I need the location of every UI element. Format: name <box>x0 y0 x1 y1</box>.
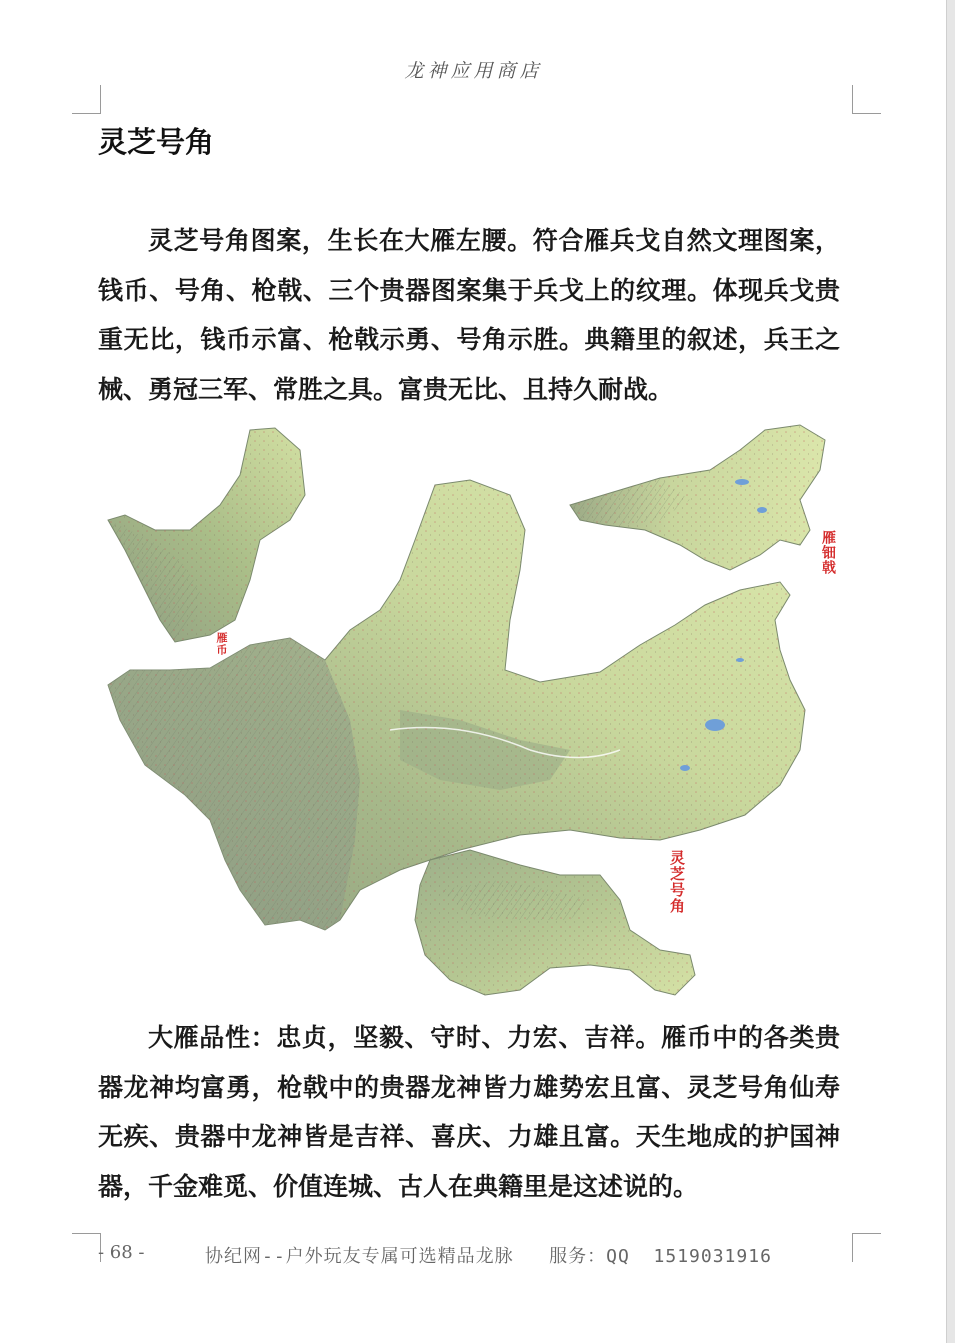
map-label-halberd: 雁钿戟 <box>820 530 836 575</box>
section-title: 灵芝号角 <box>98 125 215 159</box>
crop-mark-bottom-left <box>72 1233 101 1262</box>
region-horn <box>415 850 695 995</box>
paragraph-character: 大雁品性：忠贞，坚毅、守时、力宏、吉祥。雁币中的各类贵器龙神均富勇，枪戟中的贵器龙神皆力雄势宏且富、灵芝号角仙寿无疾、贵器中龙神皆是吉祥、喜庆、力雄且富。天生地成的护国神器，千金难觅、价值连城、古人在典籍里是这述说的。 <box>98 1023 840 1201</box>
page-number: - 68 - <box>98 1242 145 1263</box>
region-coin <box>108 428 305 642</box>
region-halberd <box>570 425 825 570</box>
paragraph-intro: 灵芝号角图案，生长在大雁左腰。符合雁兵戈自然文理图案，钱币、号角、枪戟、三个贵器图案集于兵戈上的纹理。体现兵戈贵重无比，钱币示富、枪戟示勇、号角示胜。典籍里的叙述，兵王之械、勇冠三军、常胜之具。富贵无比、且持久耐战。 <box>98 226 840 404</box>
terrain-map-svg <box>100 420 840 1005</box>
page-header-title: 龙神应用商店 <box>404 60 543 82</box>
crop-mark-top-left <box>72 85 101 114</box>
page-edge <box>946 0 955 1343</box>
map-label-horn: 灵芝号角 <box>668 850 686 914</box>
footer-text: 协纪网--户外玩友专属可选精品龙脉 服务：QQ 1519031916 <box>205 1246 772 1267</box>
crop-mark-top-right <box>852 85 881 114</box>
crop-mark-bottom-right <box>852 1233 881 1262</box>
terrain-map <box>100 420 840 1005</box>
map-label-coin: 雁币 <box>215 632 228 656</box>
